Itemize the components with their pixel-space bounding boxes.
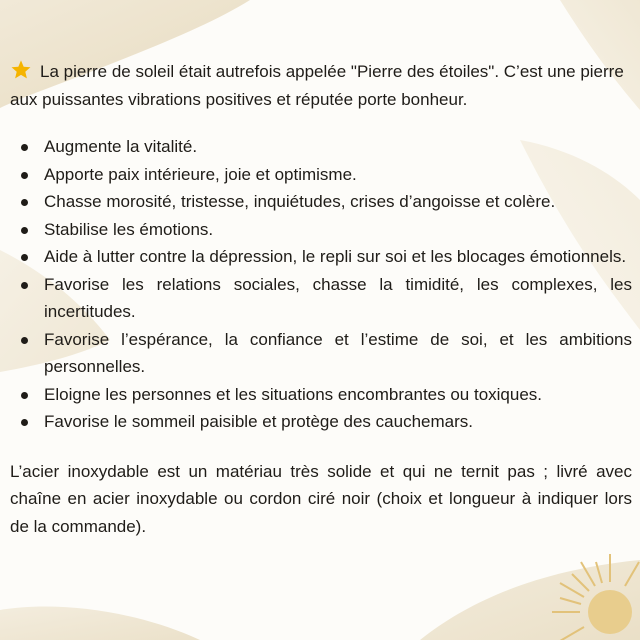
bullet (21, 392, 28, 399)
outro-paragraph: L’acier inoxydable est un matériau très solide et qui ne ternit pas ; livré avec chaîne en acier inoxydable ou cordon ciré noir (choix et longueur à indiquer lors de la commande). (10, 461, 632, 536)
list-item: Favorise les relations sociales, chasse la timidité, les complexes, les incertitudes. (44, 271, 632, 326)
bullet (21, 199, 28, 206)
list-item: Favorise l’espérance, la confiance et l’estime de soi, et les ambitions personnelles. (44, 326, 632, 381)
list-item: Aide à lutter contre la dépression, le repli sur soi et les blocages émotionnels. (44, 243, 632, 271)
list-item: Apporte paix intérieure, joie et optimisme. (44, 161, 632, 189)
paint-stroke-bottom-left (0, 607, 200, 640)
intro-paragraph (10, 58, 632, 113)
star-icon (10, 59, 32, 81)
bullet (21, 282, 28, 289)
list-item: Stabilise les émotions. (44, 216, 632, 244)
bullet (21, 144, 28, 151)
list-item: Chasse morosité, tristesse, inquiétudes, crises d’angoisse et colère. (44, 188, 632, 216)
benefits-list (10, 133, 632, 436)
intro-text: La pierre de soleil était autrefois appelée "Pierre des étoiles". C’est une pierre aux puissantes vibrations positives et réputée porte bonheur. (10, 62, 624, 109)
bullet (21, 337, 28, 344)
list-item: Favorise le sommeil paisible et protège des cauchemars. (44, 408, 632, 436)
bullet (21, 254, 28, 261)
description-text (10, 58, 632, 540)
list-item: Eloigne les personnes et les situations encombrantes ou toxiques. (44, 381, 632, 409)
bullet (21, 419, 28, 426)
bullet (21, 172, 28, 179)
list-item: Augmente la vitalité. (44, 133, 632, 161)
bullet (21, 227, 28, 234)
